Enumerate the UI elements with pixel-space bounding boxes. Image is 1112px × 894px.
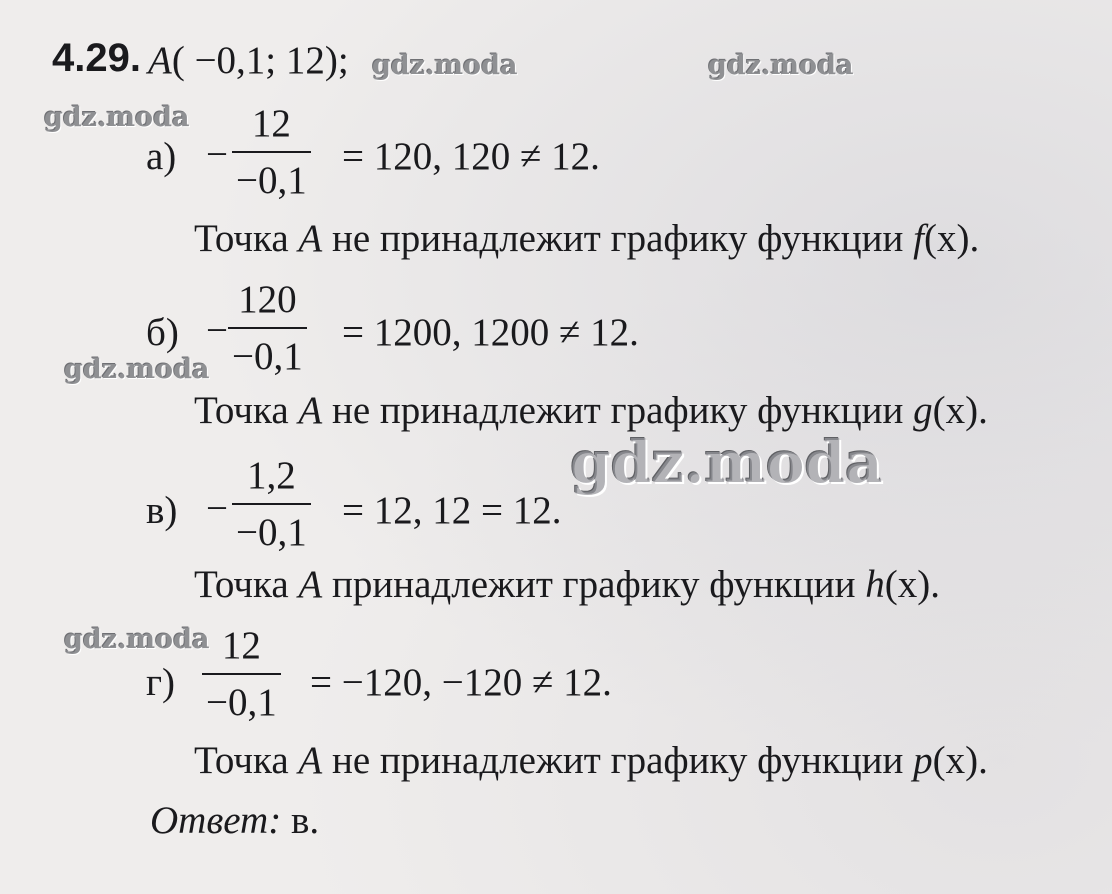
watermark-5: gdz.moda	[570, 428, 883, 496]
item-b-fraction-bar	[228, 327, 307, 329]
item-b-result: = 1200, 1200 ≠ 12.	[342, 311, 639, 354]
item-b-label: б)	[146, 311, 179, 354]
point-coordinates: A( −0,1; 12);	[148, 39, 349, 82]
point-coordinates-rest: ( −0,1; 12);	[171, 39, 349, 82]
item-a-numerator: 12	[251, 102, 291, 145]
item-a-fraction	[232, 104, 311, 200]
item-c-denominator: −0,1	[236, 511, 307, 554]
item-c-numerator: 1,2	[247, 454, 296, 497]
item-a-label: а)	[146, 135, 177, 178]
item-d-denominator: −0,1	[206, 681, 277, 724]
item-b-numerator: 120	[238, 278, 297, 321]
item-c-minus: −	[206, 487, 228, 530]
item-a-fraction-bar	[232, 151, 311, 153]
item-d-result: = −120, −120 ≠ 12.	[310, 661, 612, 704]
item-b-minus: −	[206, 309, 228, 352]
watermark-4: gdz.moda	[64, 354, 210, 385]
answer-value: в.	[281, 799, 320, 842]
item-d-fraction	[202, 626, 281, 722]
item-d-conclusion: Точка A не принадлежит графику функции p(x).	[194, 739, 988, 782]
item-a-result: = 120, 120 ≠ 12.	[342, 135, 600, 178]
item-c-conclusion: Точка A принадлежит графику функции h(x).	[194, 563, 940, 606]
item-d-fraction-bar	[202, 673, 281, 675]
item-b-denominator: −0,1	[232, 335, 303, 378]
item-c-fraction-bar	[232, 503, 311, 505]
item-a-conclusion: Точка A не принадлежит графику функции f(x).	[194, 217, 980, 260]
watermark-2: gdz.moda	[708, 50, 854, 81]
problem-number: 4.29.	[52, 36, 141, 80]
item-b-fraction	[228, 280, 307, 376]
answer-label: Ответ:	[150, 799, 282, 842]
item-c-fraction	[232, 456, 311, 552]
item-c-label: в)	[146, 489, 178, 532]
item-d-label: г)	[146, 661, 175, 704]
watermark-6: gdz.moda	[64, 624, 210, 655]
watermark-1: gdz.moda	[372, 50, 518, 81]
item-b-conclusion: Точка A не принадлежит графику функции g(x).	[194, 389, 988, 432]
item-d-numerator: 12	[221, 624, 261, 667]
item-a-minus: −	[206, 133, 228, 176]
item-c-result: = 12, 12 = 12.	[342, 489, 562, 532]
answer-line	[150, 798, 319, 843]
watermark-3: gdz.moda	[44, 102, 190, 133]
item-a-denominator: −0,1	[236, 159, 307, 202]
